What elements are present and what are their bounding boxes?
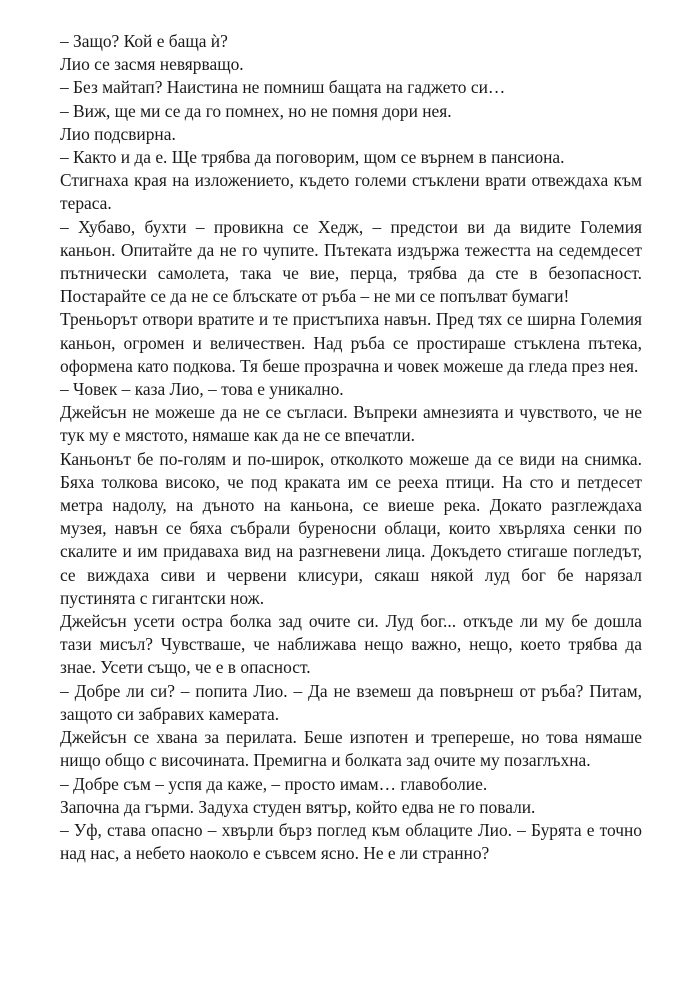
paragraph: – Добре ли си? – попита Лио. – Да не вземеш да повърнеш от ръба? Питам, защото си забравих камерата.	[60, 680, 642, 724]
paragraph: – Уф, става опасно – хвърли бърз поглед към облаците Лио. – Бурята е точно над нас, а небето наоколо е съвсем ясно. Не е ли странно?	[60, 819, 642, 864]
paragraph: – Виж, ще ми се да го помнех, но не помня дори нея.	[60, 100, 452, 121]
paragraph: Треньорът отвори вратите и те пристъпиха навън. Пред тях се ширна Големия каньон, огромен и величествен. Над ръба се простираше стъклена пътека, оформена като подкова. Тя беше прозрачна и човек можеше да гледа през нея.	[60, 309, 642, 376]
paragraph: – Добре съм – успя да каже, – просто имам… главоболие.	[60, 773, 488, 794]
paragraph: Лио подсвирна.	[60, 123, 176, 144]
paragraph: Започна да гърми. Задуха студен вятър, който едва не го повали.	[60, 796, 536, 817]
paragraph: Джейсън усети остра болка зад очите си. Луд бог... откъде ли му бе дошла тази мисъл? Чувстваше, че наближава нещо важно, нещо, което трябва да знае. Усети също, че е в опасност.	[60, 611, 642, 678]
paragraph: – Хубаво, бухти – провикна се Хедж, – предстои ви да видите Големия каньон. Опитайте да не го чупите. Пътеката издържа тежестта на седемдесет пътнически самолета, така че вие, перца, трябва да сте в безопасност. Постарайте се да не се блъскате от ръба – не ми се попълват бумаги!	[60, 216, 642, 307]
paragraph: – Човек – каза Лио, – това е уникално.	[60, 379, 344, 400]
document-page	[60, 30, 642, 865]
paragraph: Каньонът бе по-голям и по-широк, отколкото можеше да се види на снимка. Бяха толкова високо, че под краката им се рееха птици. На сто и петдесет метра надолу, на дъното на каньона, се виеше река. Докато разглеждаха музея, навън се бяха събрали буреносни облаци, които хвърляха сенки по скалите и им придаваха вид на разгневени лица. Докъдето стигаше погледът, се виждаха сиви и червени клисури, сякаш някой луд бог бе нарязал пустинята с гигантски нож.	[60, 448, 642, 608]
paragraph: – Както и да е. Ще трябва да поговорим, щом се върнем в пансиона.	[60, 147, 565, 168]
paragraph: Джейсън не можеше да не се съгласи. Въпреки амнезията и чувството, че не тук му е мястото, нямаше как да не се впечатли.	[60, 402, 642, 446]
paragraph: Джейсън се хвана за перилата. Беше изпотен и трепереше, но това нямаше нищо общо с височината. Премигна и болката зад очите му позаглъхна.	[60, 727, 642, 771]
paragraph: Лио се засмя невярващо.	[60, 54, 244, 75]
paragraph: – Защо? Кой е баща ѝ?	[60, 31, 228, 51]
paragraph: Стигнаха края на изложението, където големи стъклени врати отвеждаха към тераса.	[60, 170, 642, 214]
paragraph: – Без майтап? Наистина не помниш бащата на гаджето си…	[60, 77, 506, 98]
